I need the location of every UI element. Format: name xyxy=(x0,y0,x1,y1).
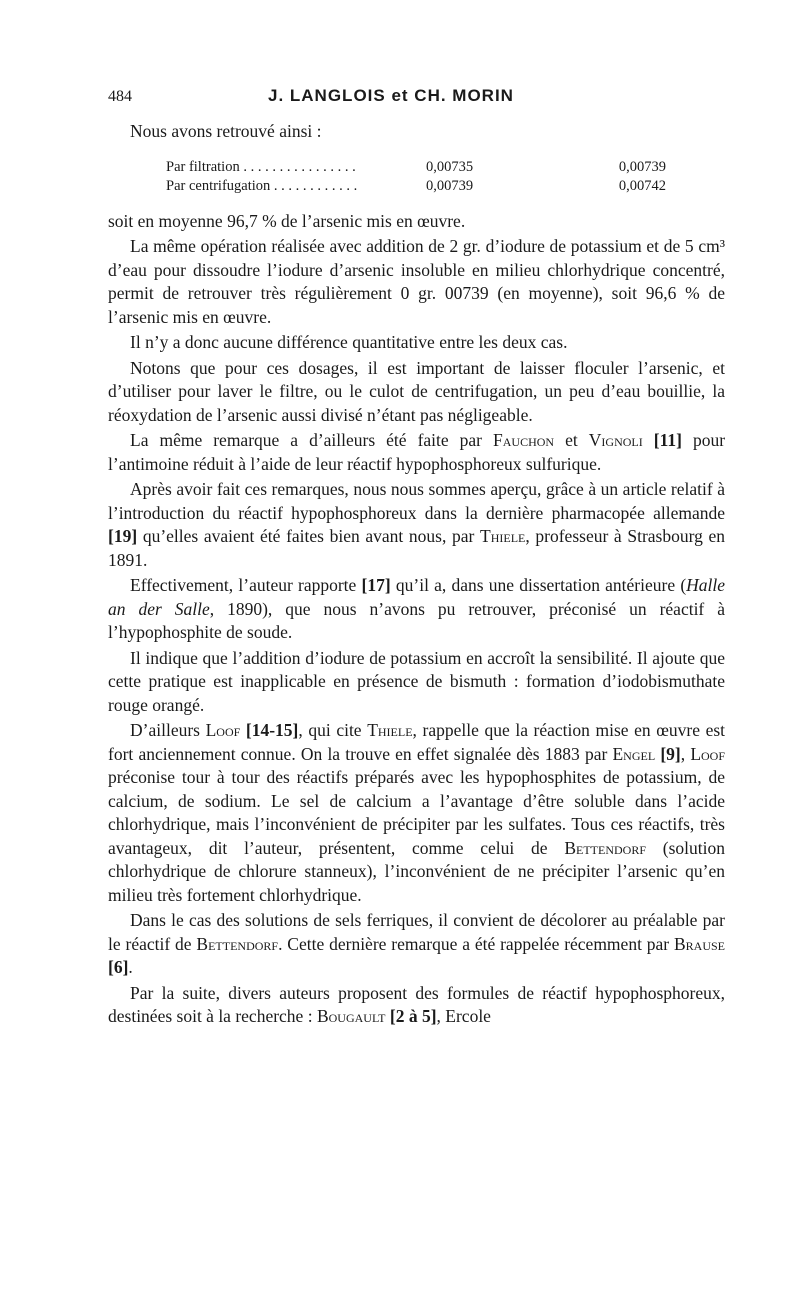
reference: [19] xyxy=(108,526,138,546)
row-value-2: 0,00742 xyxy=(618,177,666,194)
row-label: Par centrifugation . . . . . . . . . . . . xyxy=(166,177,358,194)
row-value-1: 0,00735 xyxy=(426,158,474,175)
paragraph-7 xyxy=(108,574,725,645)
document-page xyxy=(108,86,725,1029)
text-run: . Cette dernière remarque a été rappelée récemment par xyxy=(278,933,670,954)
text-run: Dans le cas des solutions de sels ferriques, il convient de décolorer au préalable par le réactif de xyxy=(108,910,725,954)
author-name: Thiele xyxy=(367,720,413,740)
text-run: et xyxy=(565,430,578,450)
page-number: 484 xyxy=(108,88,132,105)
text-run: Par la suite, divers auteurs proposent des formules de réactif hypophosphoreux, destinées soit à la recherche : xyxy=(108,982,725,1026)
paragraph-10 xyxy=(108,909,725,980)
table-row xyxy=(166,158,666,177)
text-run: , rappelle que la réaction mise en œuvre est fort anciennement connue. On la trouve en effet signalée dès 1883 par xyxy=(108,720,726,764)
author-name: Bettendorf xyxy=(564,837,647,858)
italic-title: Halle an der Salle xyxy=(108,575,726,619)
row-label: Par filtration . . . . . . . . . . . . . . . . xyxy=(166,158,356,175)
paragraph-11 xyxy=(108,982,725,1029)
text-run: qu’elles avaient été faites bien avant nous, par xyxy=(142,526,475,546)
author-name: Vignoli xyxy=(588,430,643,450)
author-name: Engel xyxy=(612,743,656,764)
reference: [17] xyxy=(361,575,391,595)
text-run: La même remarque a d’ailleurs été faite par xyxy=(130,430,483,450)
reference: [14-15] xyxy=(245,720,299,740)
author-name: Bettendorf xyxy=(196,933,279,954)
text-run: , qui cite xyxy=(298,720,362,740)
paragraph-6 xyxy=(108,478,725,572)
table-row xyxy=(166,177,666,196)
text-run: D’ailleurs xyxy=(130,720,200,740)
intro-line: Nous avons retrouvé ainsi : xyxy=(130,121,322,141)
reference: [6] xyxy=(108,957,129,977)
author-name: Loof xyxy=(690,743,726,764)
paragraph-8: Il indique que l’addition d’iodure de potassium en accroît la sensibilité. Il ajoute que cette pratique est inapplicable en présence de bismuth : formation d’iodobismuthate rouge orangé. xyxy=(108,647,725,715)
author-name: Thiele xyxy=(480,526,526,546)
paragraph-2: La même opération réalisée avec addition de 2 gr. d’iodure de potassium et de 5 cm³ d’eau pour dissoudre l’iodure d’arsenic insoluble en milieu chlorhydrique concentré, permit de retrouver très régulièrement 0 gr. 00739 (en moyenne), soit 96,6 % de l’arsenic mis en œuvre. xyxy=(108,236,725,327)
paragraph-1: soit en moyenne 96,7 % de l’arsenic mis en œuvre. xyxy=(108,210,466,231)
paragraph-5 xyxy=(108,429,725,476)
running-title: J. LANGLOIS et CH. MORIN xyxy=(268,86,514,105)
author-name: Loof xyxy=(205,720,241,740)
row-value-2: 0,00739 xyxy=(618,158,666,175)
text-run: (solution chlorhydrique de chlorure stanneux), l’inconvénient de ne précipiter l’arsenic qu’en milieu très fortement chlorhydrique. xyxy=(108,837,726,905)
text-run: pour l’antimoine réduit à l’aide de leur réactif hypophosphoreux sulfurique. xyxy=(108,430,726,474)
measurement-table xyxy=(166,158,666,196)
text-run: , Ercole xyxy=(436,1006,491,1026)
author-name: Brause xyxy=(674,933,726,954)
reference: [2 à 5] xyxy=(389,1006,437,1026)
paragraph-9 xyxy=(108,719,725,907)
text-run: Après avoir fait ces remarques, nous nous sommes aperçu, grâce à un article relatif à l’introduction du réactif hypophosphoreux dans la dernière pharmacopée allemande xyxy=(108,479,725,523)
text-run: qu’il a, dans une dissertation antérieure ( xyxy=(395,575,687,595)
reference: [11] xyxy=(653,430,682,450)
page-header xyxy=(108,86,725,114)
paragraph-3: Il n’y a donc aucune différence quantitative entre les deux cas. xyxy=(130,332,568,352)
text-run: , xyxy=(680,743,686,764)
text-run: , 1890), que nous n’avons pu retrouver, préconisé un réactif à l’hypophosphite de soude. xyxy=(108,598,725,642)
row-value-1: 0,00739 xyxy=(426,177,474,194)
author-name: Fauchon xyxy=(493,430,555,450)
text-run: . xyxy=(128,957,133,977)
text-run: , professeur à Strasbourg en 1891. xyxy=(108,526,726,570)
text-run: Effectivement, l’auteur rapporte xyxy=(130,575,357,595)
reference: [9] xyxy=(660,743,681,764)
text-run: préconise tour à tour des réactifs préparés avec les hypophosphites de potassium, de calcium, de sodium. Le sel de calcium a l’avantage d’être soluble dans l’acide chlorhydrique, mais l’inconvénient de précipiter par les sulfates. Tous ces réactifs, très avantageux, dit l’auteur, présentent, comme celui de xyxy=(108,767,725,858)
author-name: Bougault xyxy=(316,1006,386,1026)
paragraph-4: Notons que pour ces dosages, il est important de laisser floculer l’arsenic, et d’utiliser pour laver le filtre, ou le culot de centrifugation, un peu d’eau bouillie, la réoxydation de l’arsenic aussi divisé n’étant pas négligeable. xyxy=(108,357,725,425)
